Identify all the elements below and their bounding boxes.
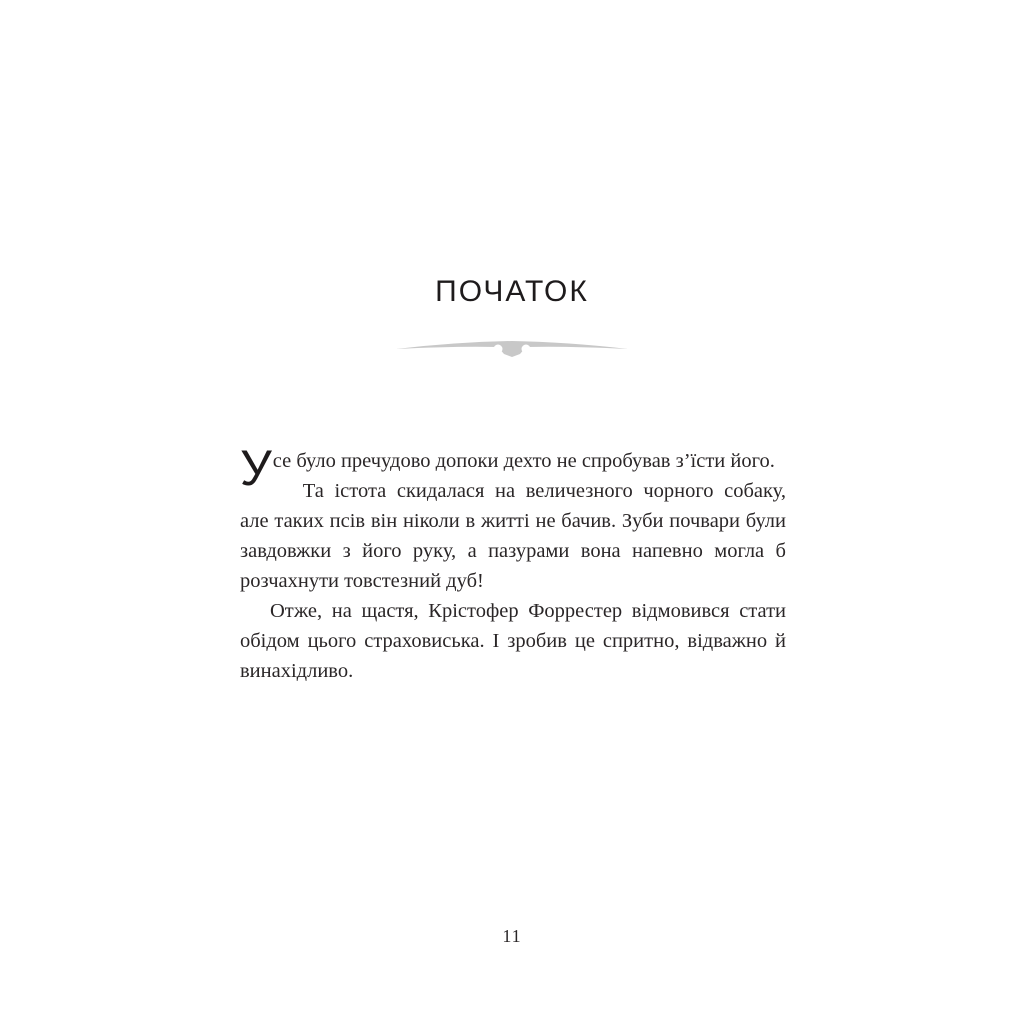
- paragraph-2: Та істота скидалася на величезного чорного собаку, але таких псів він ніколи в житті не бачив. Зуби почвари були завдовжки з його руку, а пазурами вона напевно могла б розчахнути товстезний дуб!: [240, 480, 786, 592]
- page-number: 11: [502, 926, 522, 946]
- chapter-body: [240, 440, 786, 686]
- paragraph-3: Отже, на щастя, Крістофер Форрестер відмовився стати обідом цього страховиська. І зробив це спритно, відважно й винахідливо.: [240, 600, 786, 682]
- ornament-divider-icon: [396, 336, 628, 358]
- chapter-title: ПОЧАТОК: [435, 275, 589, 308]
- paragraph-1-text: се було пречудово допоки дехто не спробував з’їсти його.: [272, 450, 775, 472]
- paragraph-1: [240, 440, 786, 496]
- drop-cap: У: [240, 440, 272, 496]
